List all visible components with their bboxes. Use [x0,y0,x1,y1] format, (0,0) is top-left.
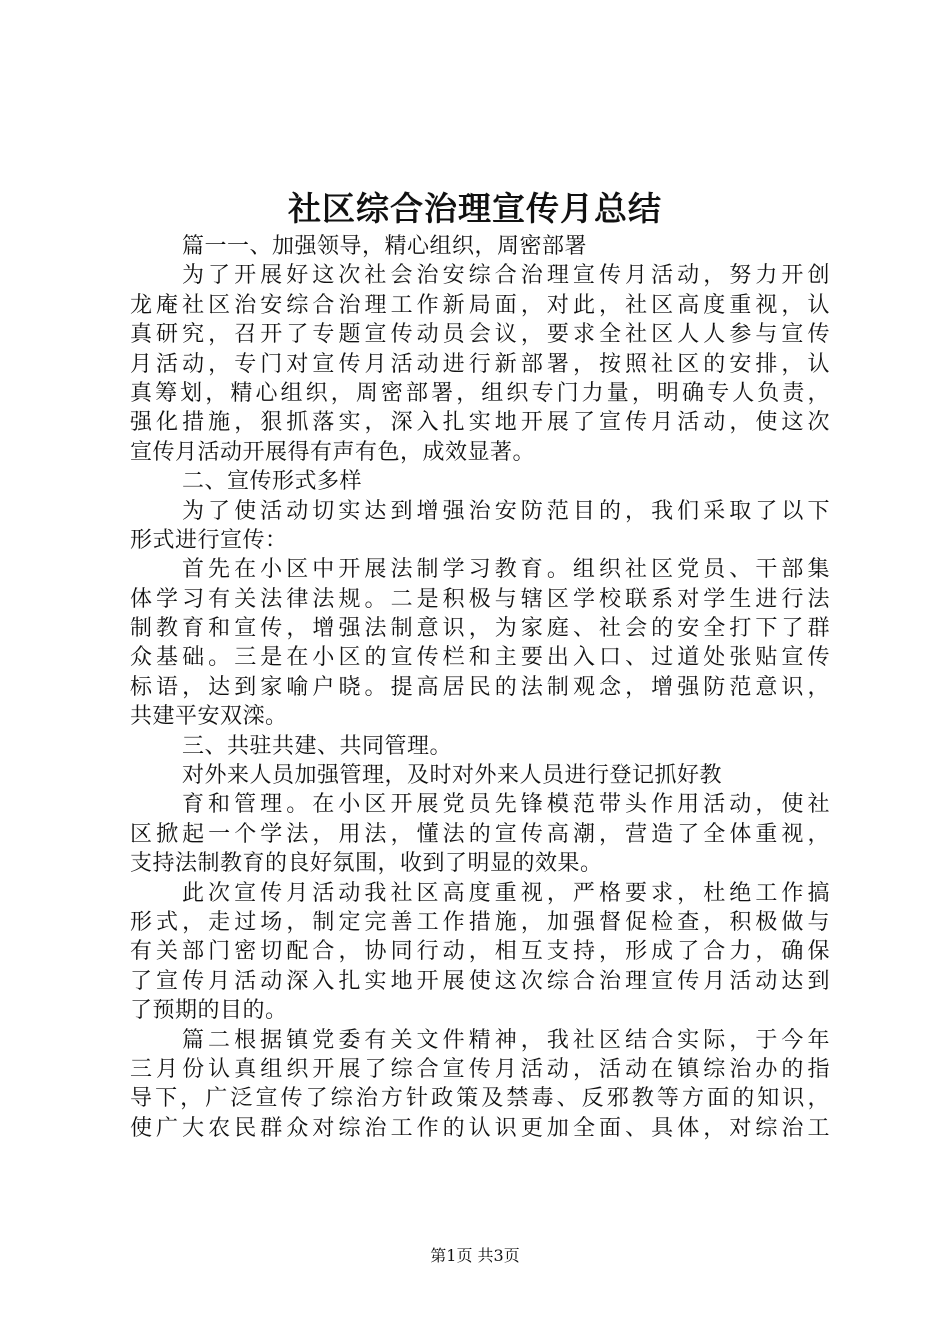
body-line: 区掀起一个学法，用法，懂法的宣传高潮，营造了全体重视， [130,821,830,847]
body-line: 真筹划，精心组织，周密部署，组织专门力量，明确专人负责， [130,380,830,406]
body-line: 导下，广泛宣传了综治方针政策及禁毒、反邪教等方面的知识， [130,1086,830,1112]
body-line: 了预期的目的。 [130,998,288,1024]
body-line: 三、共驻共建、共同管理。 [182,733,453,759]
body-line: 首先在小区中开展法制学习教育。组织社区党员、干部集 [182,557,830,583]
body-line: 三月份认真组织开展了综合宣传月活动，活动在镇综治办的指 [130,1056,830,1082]
document-body [130,232,830,1143]
body-line: 二、宣传形式多样 [182,469,363,495]
body-line: 龙庵社区治安综合治理工作新局面，对此，社区高度重视，认 [130,292,830,318]
body-line: 篇一一、加强领导，精心组织，周密部署 [182,234,588,259]
body-line: 使广大农民群众对综治工作的认识更加全面、具体，对综治工 [130,1115,830,1141]
body-line: 体学习有关法律法规。二是积极与辖区学校联系对学生进行法 [130,586,830,612]
body-line: 强化措施，狠抓落实，深入扎实地开展了宣传月活动，使这次 [130,410,830,436]
body-line: 形式进行宣传： [130,527,288,553]
document-title: 社区综合治理宣传月总结 [288,189,662,228]
body-line: 形式，走过场，制定完善工作措施，加强督促检查，积极做与 [130,909,830,935]
body-line: 对外来人员加强管理，及时对外来人员进行登记抓好教 [182,763,723,789]
body-line: 共建平安双滦。 [130,704,288,730]
body-line: 了宣传月活动深入扎实地开展使这次综合治理宣传月活动达到 [130,968,830,994]
body-line: 众基础。三是在小区的宣传栏和主要出入口、过道处张贴宣传 [130,645,830,671]
body-line: 为了使活动切实达到增强治安防范目的，我们采取了以下 [182,498,830,524]
body-line: 育和管理。在小区开展党员先锋模范带头作用活动，使社 [182,792,830,818]
body-line: 支持法制教育的良好氛围，收到了明显的效果。 [130,851,603,877]
page-footer: 第1页 共3页 [430,1246,520,1265]
body-line: 篇二根据镇党委有关文件精神，我社区结合实际，于今年 [182,1027,830,1053]
body-line: 标语，达到家喻户晓。提高居民的法制观念，增强防范意识， [130,674,830,700]
body-line: 宣传月活动开展得有声有色，成效显著。 [130,439,536,465]
body-line: 月活动，专门对宣传月活动进行新部署，按照社区的安排，认 [130,351,830,377]
body-line: 有关部门密切配合，协同行动，相互支持，形成了合力，确保 [130,939,830,965]
body-line: 为了开展好这次社会治安综合治理宣传月活动，努力开创 [182,263,830,289]
body-line: 此次宣传月活动我社区高度重视，严格要求，杜绝工作搞 [182,880,830,906]
body-line: 真研究，召开了专题宣传动员会议，要求全社区人人参与宣传 [130,322,830,348]
body-line: 制教育和宣传，增强法制意识，为家庭、社会的安全打下了群 [130,616,830,642]
